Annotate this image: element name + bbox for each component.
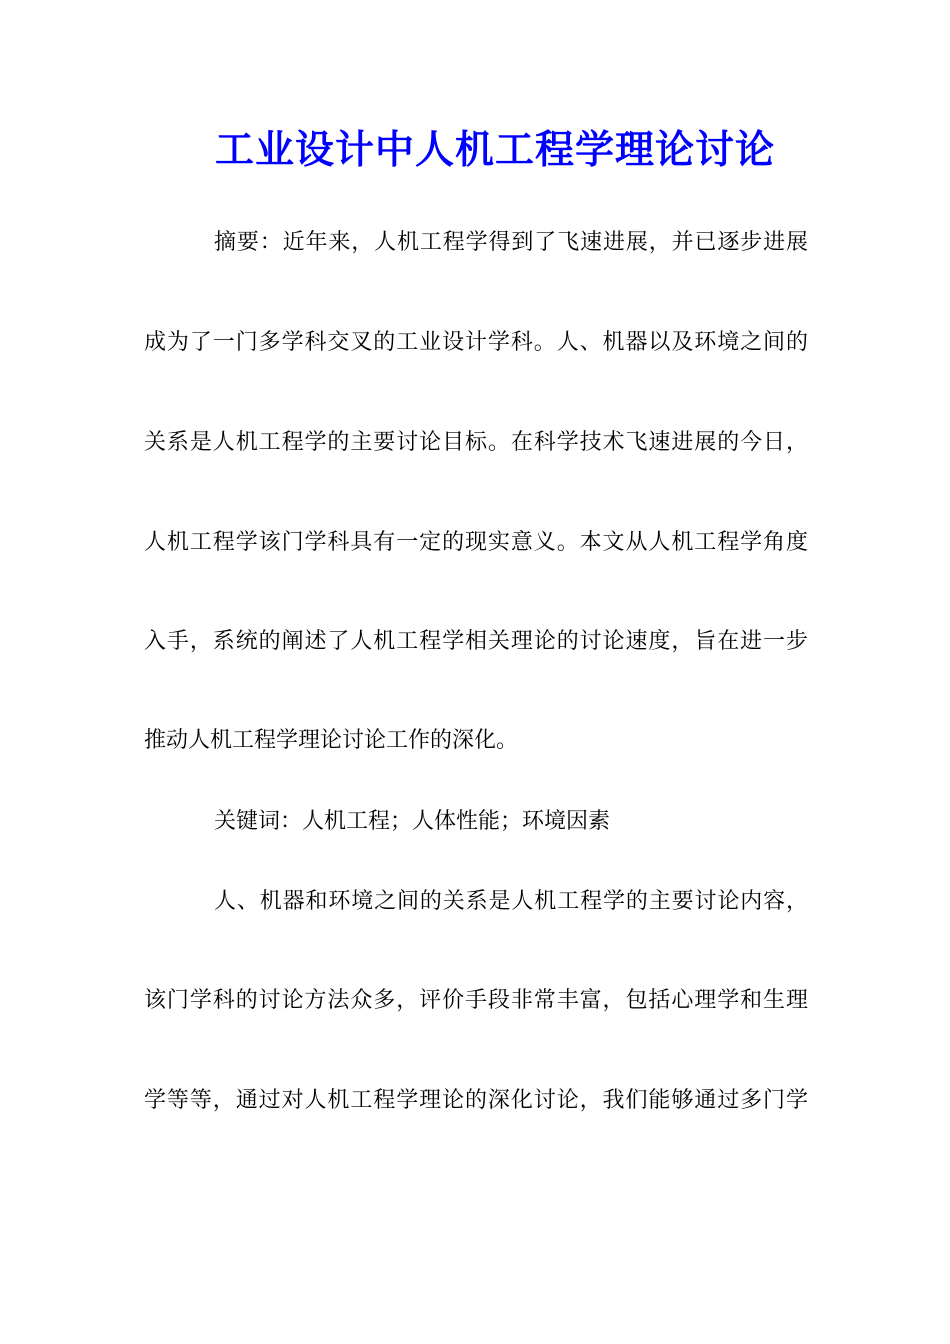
abstract-line-3: 关系是人机工程学的主要讨论目标。在科学技术飞速进展的今日， <box>144 430 808 455</box>
abstract-line-2: 成为了一门多学科交叉的工业设计学科。人、机器以及环境之间的 <box>144 330 808 355</box>
abstract-line-1: 摘要：近年来，人机工程学得到了飞速进展，并已逐步进展 <box>214 230 808 255</box>
document-title: 工业设计中人机工程学理论讨论 <box>214 127 775 173</box>
abstract-line-5: 入手，系统的阐述了人机工程学相关理论的讨论速度，旨在进一步 <box>144 629 808 654</box>
body-line-2: 该门学科的讨论方法众多，评价手段非常丰富，包括心理学和生理 <box>144 988 808 1013</box>
keywords-line: 关键词：人机工程；人体性能；环境因素 <box>214 809 611 834</box>
body-line-1: 人、机器和环境之间的关系是人机工程学的主要讨论内容， <box>214 889 808 914</box>
abstract-line-4: 人机工程学该门学科具有一定的现实意义。本文从人机工程学角度 <box>144 530 808 555</box>
body-line-3: 学等等，通过对人机工程学理论的深化讨论，我们能够通过多门学 <box>144 1088 808 1113</box>
abstract-line-6: 推动人机工程学理论讨论工作的深化。 <box>144 728 519 753</box>
